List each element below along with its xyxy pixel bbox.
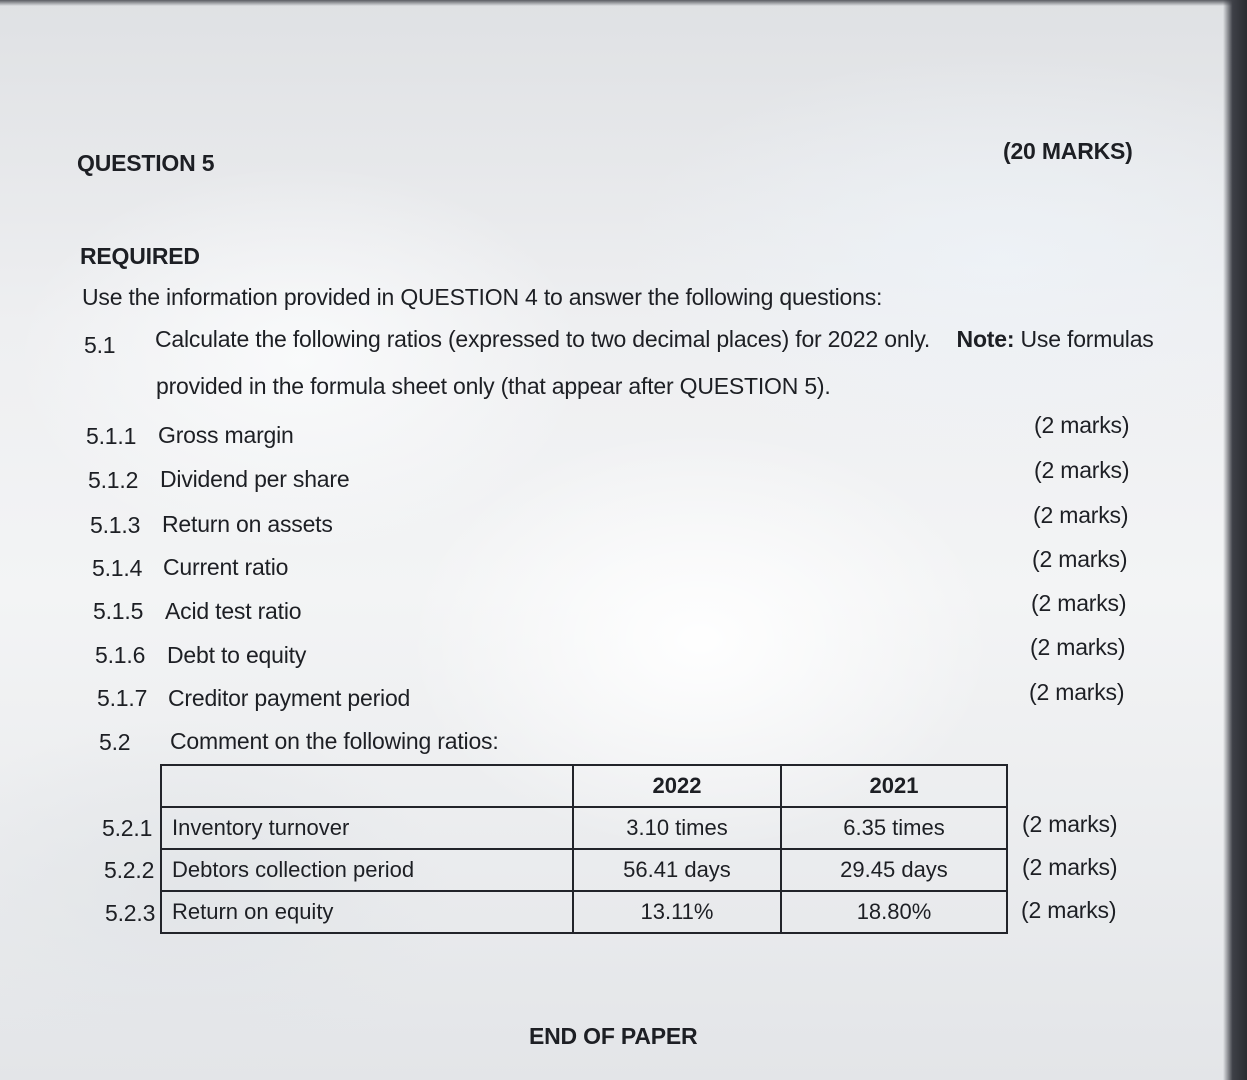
q51-note-label: Note: — [956, 326, 1015, 352]
monitor-bezel-right — [1223, 0, 1247, 1080]
q512-number: 5.1.2 — [88, 467, 139, 493]
table-row — [161, 807, 1007, 849]
q521-number: 5.2.1 — [102, 815, 153, 841]
q516-number: 5.1.6 — [95, 642, 146, 668]
q51-text-line2: provided in the formula sheet only (that appear after QUESTION 5). — [156, 373, 831, 399]
question-title: QUESTION 5 — [77, 150, 215, 176]
table-header-cell — [161, 765, 573, 807]
q516-label: Debt to equity — [167, 642, 307, 668]
table-cell-2021: 29.45 days — [781, 849, 1007, 891]
q517-label: Creditor payment period — [168, 685, 411, 711]
q516-marks: (2 marks) — [1030, 634, 1126, 660]
q513-label: Return on assets — [162, 511, 333, 537]
table-cell-2022: 56.41 days — [573, 849, 781, 891]
q514-number: 5.1.4 — [92, 555, 143, 581]
q514-marks: (2 marks) — [1032, 546, 1128, 572]
q52-number: 5.2 — [99, 729, 131, 755]
required-heading: REQUIRED — [80, 243, 200, 269]
table-header-2021: 2021 — [781, 765, 1007, 807]
q514-label: Current ratio — [163, 554, 289, 580]
table-header-row — [161, 765, 1007, 807]
q523-marks: (2 marks) — [1021, 897, 1117, 923]
monitor-bezel-top — [0, 0, 1247, 6]
q512-label: Dividend per share — [160, 466, 350, 492]
q51-note-text: Use formulas — [1020, 326, 1154, 352]
required-intro: Use the information provided in QUESTION 4 to answer the following questions: — [82, 284, 883, 310]
table-row-label: Return on equity — [161, 891, 573, 933]
table-cell-2022: 13.11% — [573, 891, 781, 933]
table-row-label: Debtors collection period — [161, 849, 573, 891]
q515-label: Acid test ratio — [165, 598, 302, 624]
q522-marks: (2 marks) — [1022, 854, 1118, 880]
q51-number: 5.1 — [84, 332, 116, 358]
q521-marks: (2 marks) — [1022, 811, 1118, 837]
table-cell-2021: 6.35 times — [781, 807, 1007, 849]
q515-number: 5.1.5 — [93, 598, 144, 624]
q511-number: 5.1.1 — [86, 423, 137, 449]
q51-instruction: Calculate the following ratios (expressed to two decimal places) for 2022 only. — [155, 326, 931, 352]
q511-label: Gross margin — [158, 422, 294, 448]
q51-text-line1 — [155, 326, 1154, 353]
q513-number: 5.1.3 — [90, 512, 141, 538]
q515-marks: (2 marks) — [1031, 590, 1127, 616]
table-cell-2021: 18.80% — [781, 891, 1007, 933]
table-cell-2022: 3.10 times — [573, 807, 781, 849]
q513-marks: (2 marks) — [1033, 502, 1129, 528]
q517-marks: (2 marks) — [1029, 679, 1125, 705]
q523-number: 5.2.3 — [105, 900, 156, 926]
end-of-paper: END OF PAPER — [529, 1023, 698, 1049]
table-row-label: Inventory turnover — [161, 807, 573, 849]
q511-marks: (2 marks) — [1034, 412, 1130, 438]
table-row — [161, 849, 1007, 891]
q512-marks: (2 marks) — [1034, 457, 1130, 483]
total-marks: (20 MARKS) — [1003, 138, 1133, 164]
table-row — [161, 891, 1007, 933]
q522-number: 5.2.2 — [104, 857, 155, 883]
table-header-2022: 2022 — [573, 765, 781, 807]
ratios-table — [160, 764, 1008, 934]
q52-text: Comment on the following ratios: — [170, 728, 499, 754]
q517-number: 5.1.7 — [97, 685, 148, 711]
